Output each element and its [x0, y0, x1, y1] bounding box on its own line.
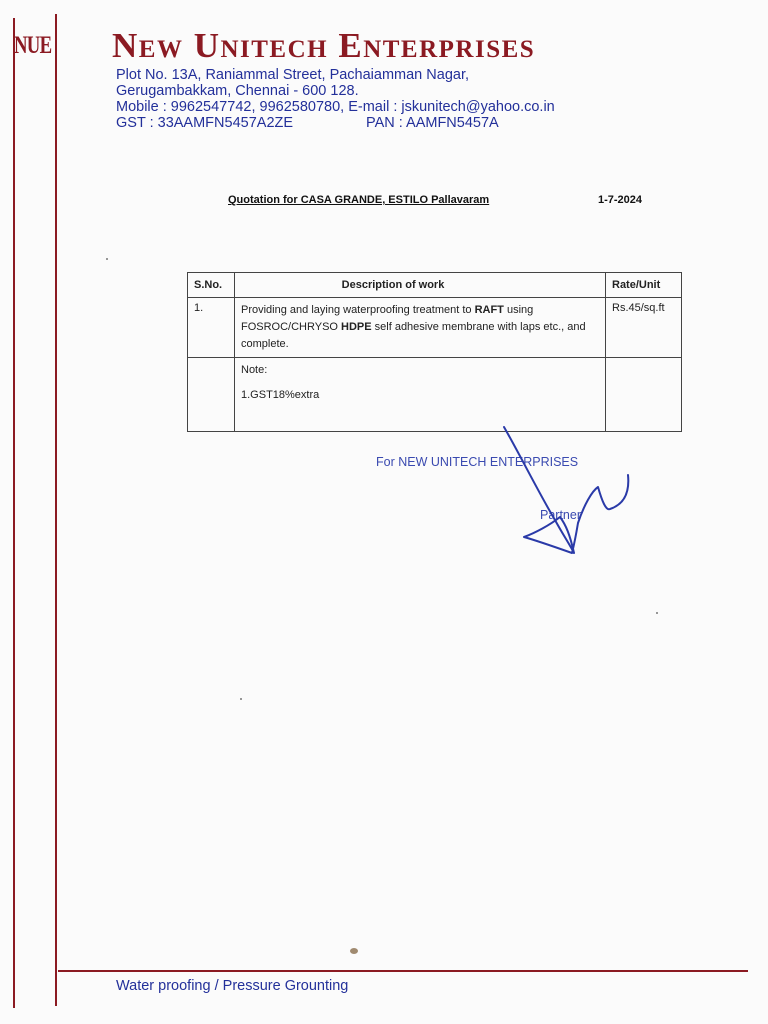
- quotation-table: [187, 272, 682, 432]
- note-item: 1.GST18%extra: [241, 389, 320, 401]
- desc-text: Providing and laying waterproofing treatment to: [241, 304, 475, 316]
- second-margin-line: [55, 14, 57, 1006]
- footer-services: Water proofing / Pressure Grounting: [116, 978, 349, 994]
- table-row: [188, 298, 682, 358]
- note-cell: [235, 358, 606, 432]
- paper-speck: [350, 948, 358, 954]
- row1-rate: Rs.45/sq.ft: [606, 298, 682, 358]
- note-label: Note:: [241, 364, 268, 376]
- tax-ids-row: [116, 115, 499, 131]
- signatory-role: Partner: [540, 508, 581, 522]
- row1-sno: 1.: [188, 298, 235, 358]
- paper-speck: [106, 258, 108, 260]
- quotation-date: 1-7-2024: [598, 194, 643, 206]
- note-rate-cell: [606, 358, 682, 432]
- pan-number: PAN : AAMFN5457A: [366, 115, 499, 131]
- address-line-2: Gerugambakkam, Chennai - 600 128.: [116, 83, 359, 99]
- desc-text: self adhesive membrane with laps etc., and complete.: [241, 321, 586, 350]
- company-name: New Unitech Enterprises: [112, 26, 536, 65]
- table-header-row: [188, 273, 682, 298]
- header-sno: S.No.: [188, 273, 235, 298]
- table-row-note: [188, 358, 682, 432]
- note-sno-cell: [188, 358, 235, 432]
- header-rate: Rate/Unit: [606, 273, 682, 298]
- handwritten-signature: [500, 425, 640, 565]
- desc-bold-hdpe: HDPE: [341, 321, 372, 333]
- quotation-title: Quotation for CASA GRANDE, ESTILO Pallavaram: [228, 194, 490, 206]
- header-description: Description of work: [235, 273, 606, 298]
- contact-line: Mobile : 9962547742, 9962580780, E-mail : jskunitech@yahoo.co.in: [116, 99, 555, 115]
- footer-rule: [58, 970, 748, 972]
- company-logo: NUE: [14, 32, 52, 59]
- address-line-1: Plot No. 13A, Raniammal Street, Pachaiamman Nagar,: [116, 67, 469, 83]
- signature-for-line: For NEW UNITECH ENTERPRISES: [376, 455, 579, 469]
- left-margin-line: [13, 18, 15, 1008]
- row1-description: [235, 298, 606, 358]
- desc-text: using FOSROC/CHRYSO: [241, 304, 534, 333]
- paper-speck: [240, 698, 242, 700]
- desc-bold-raft: RAFT: [474, 304, 504, 316]
- paper-speck: [656, 612, 658, 614]
- gst-number: GST : 33AAMFN5457A2ZE: [116, 115, 294, 131]
